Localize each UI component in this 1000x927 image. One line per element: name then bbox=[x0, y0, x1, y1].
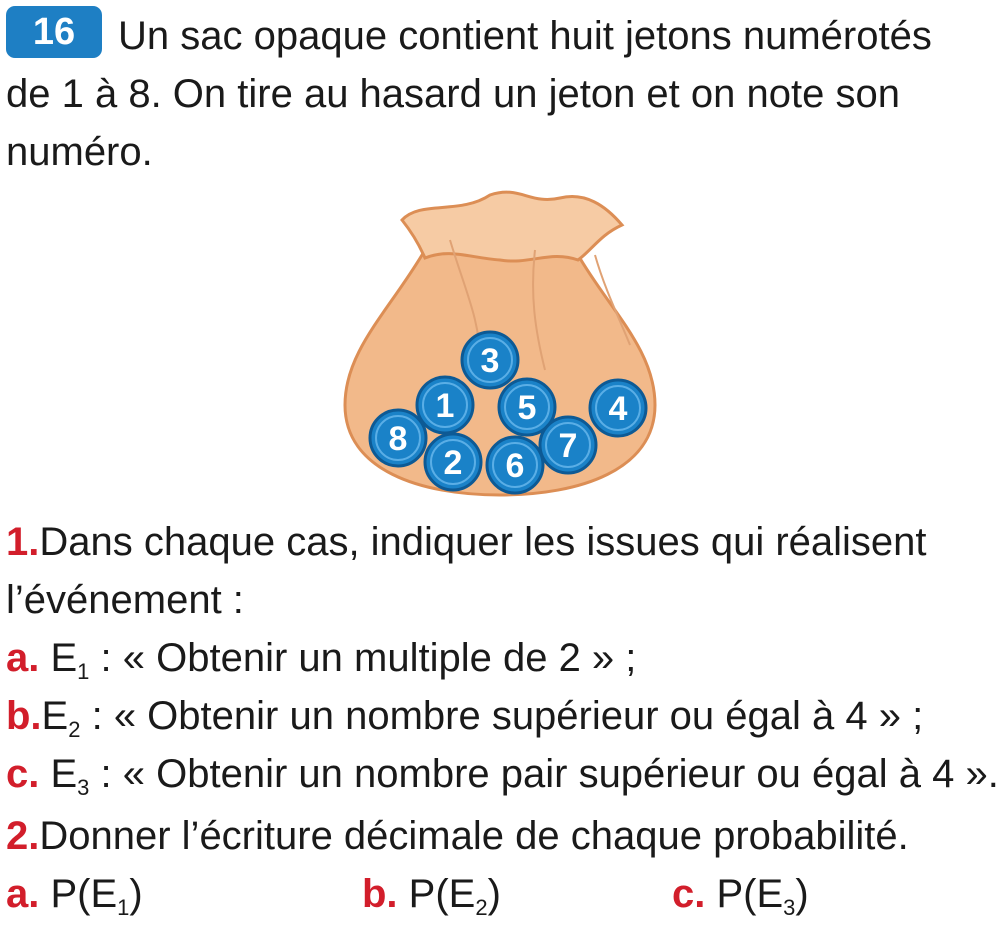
intro-line-1: Un sac opaque contient huit jetons numérotés bbox=[118, 14, 932, 58]
item-b-letter: b. bbox=[6, 694, 42, 738]
probability-index: 2 bbox=[475, 895, 488, 920]
question-1-line-1 bbox=[6, 518, 927, 566]
event-index: 2 bbox=[68, 717, 81, 742]
event-e3-line bbox=[6, 750, 999, 798]
token-label: 7 bbox=[558, 427, 578, 465]
bag-neck bbox=[402, 192, 622, 261]
intro-line-3: numéro. bbox=[6, 130, 153, 174]
probability-b bbox=[362, 870, 501, 918]
token-6 bbox=[487, 437, 543, 493]
intro-line-2: de 1 à 8. On tire au hasard un jeton et on note son bbox=[6, 72, 900, 116]
event-e2-line bbox=[6, 692, 923, 740]
probability-prefix: P(E bbox=[408, 872, 476, 916]
token-label: 2 bbox=[443, 444, 463, 482]
item-c-letter: c. bbox=[6, 752, 40, 796]
probability-a bbox=[6, 870, 143, 918]
token-3 bbox=[462, 332, 518, 388]
event-index: 1 bbox=[77, 659, 90, 684]
event-e3-text: : « Obtenir un nombre pair supérieur ou égal à 4 ». bbox=[89, 752, 999, 796]
event-symbol: E bbox=[41, 694, 69, 738]
token-label: 1 bbox=[435, 387, 455, 425]
token-4 bbox=[590, 380, 646, 436]
token-7 bbox=[540, 417, 596, 473]
probability-index: 3 bbox=[783, 895, 796, 920]
event-index: 3 bbox=[77, 775, 90, 800]
event-e2-text: : « Obtenir un nombre supérieur ou égal à 4 » ; bbox=[80, 694, 924, 738]
question-1-line-2: l’événement : bbox=[6, 578, 244, 622]
probability-c bbox=[672, 870, 809, 918]
probability-prefix: P(E bbox=[50, 872, 118, 916]
question-2-line-1 bbox=[6, 812, 909, 860]
question-1-text: Dans chaque cas, indiquer les issues qui réalisent bbox=[39, 520, 927, 564]
event-e1-line bbox=[6, 634, 636, 682]
event-e1-text: : « Obtenir un multiple de 2 » ; bbox=[89, 636, 637, 680]
item-c-letter: c. bbox=[672, 872, 706, 916]
question-1-number: 1. bbox=[6, 520, 40, 564]
token-label: 4 bbox=[608, 390, 628, 428]
item-a-letter: a. bbox=[6, 636, 40, 680]
token-label: 8 bbox=[388, 420, 408, 458]
token-1 bbox=[417, 377, 473, 433]
token-label: 5 bbox=[517, 389, 537, 427]
token-label: 6 bbox=[505, 447, 525, 485]
item-a-letter: a. bbox=[6, 872, 40, 916]
token-8 bbox=[370, 410, 426, 466]
event-symbol: E bbox=[50, 752, 78, 796]
question-2-text: Donner l’écriture décimale de chaque probabilité. bbox=[39, 814, 909, 858]
exercise-number-badge: 16 bbox=[6, 6, 102, 58]
event-symbol: E bbox=[50, 636, 78, 680]
token-label: 3 bbox=[480, 342, 500, 380]
probability-suffix: ) bbox=[487, 872, 501, 916]
item-b-letter: b. bbox=[362, 872, 398, 916]
token-2 bbox=[425, 434, 481, 490]
probability-suffix: ) bbox=[129, 872, 143, 916]
question-2-number: 2. bbox=[6, 814, 40, 858]
probability-suffix: ) bbox=[795, 872, 809, 916]
probability-prefix: P(E bbox=[716, 872, 784, 916]
probability-index: 1 bbox=[117, 895, 130, 920]
opaque-bag-illustration bbox=[330, 180, 670, 500]
